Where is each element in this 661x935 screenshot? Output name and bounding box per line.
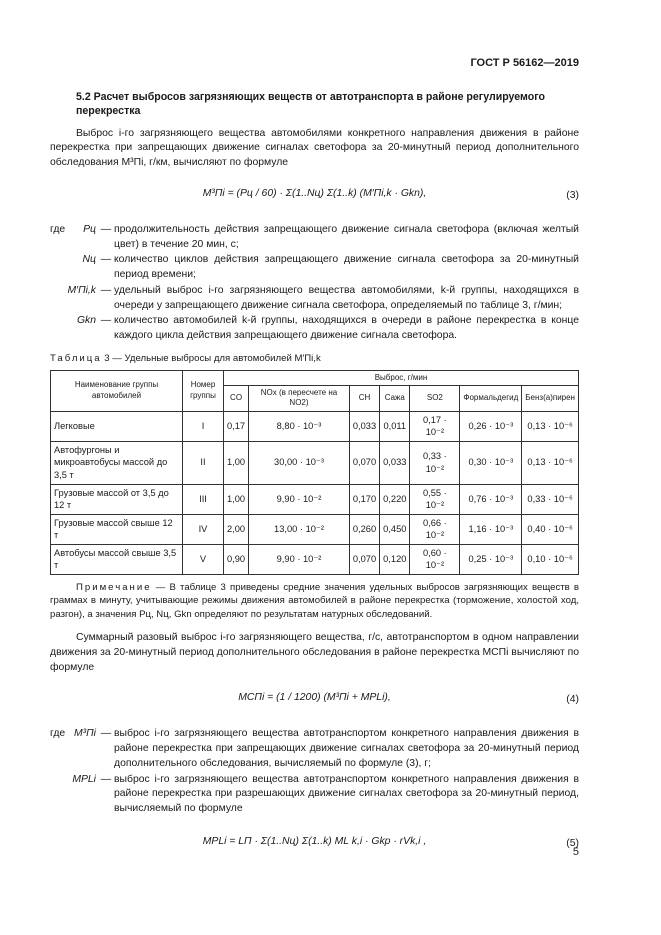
formula-4-number: (4)	[566, 694, 579, 706]
table-caption-rest: 3 — Удельные выбросы для автомобилей M′Пi,k	[104, 353, 321, 365]
cell-value: 0,76 · 10⁻³	[460, 484, 522, 514]
cell-group: IV	[183, 514, 224, 544]
cell-value: 1,00	[224, 441, 249, 484]
where-text: количество циклов действия запрещающего движение сигнала светофора за 20-минутный период времени;	[114, 254, 579, 281]
col-0: CO	[224, 386, 249, 412]
cell-value: 0,10 · 10⁻⁶	[522, 544, 579, 574]
cell-group: V	[183, 544, 224, 574]
formula-3	[50, 177, 579, 217]
cell-value: 0,33 · 10⁻²	[410, 441, 460, 484]
paragraph-2: Суммарный разовый выброс i-го загрязняющего вещества, г/с, автотранспортом в одном направлении движения за 20-минутный период дополнительного обследования в районе перекрестка MСПi вычисляют по формуле	[50, 632, 580, 673]
where-text: количество автомобилей k-й группы, находящихся в очереди в районе перекрестка в конце каждого цикла действия запрещающего движение сигнала светофора.	[114, 315, 579, 342]
paragraph-1: Выброс i-го загрязняющего вещества автомобилями конкретного направления движения в районе перекрестка при запрещающих движение сигналах светофора за 20-минутный период дополнительного обследования M³Пi, г/км, вычисляют по формуле	[50, 127, 579, 169]
cell-name: Легковые	[51, 411, 183, 441]
cell-value: 0,17 · 10⁻²	[410, 411, 460, 441]
where-symbol: Gkn	[76, 315, 96, 327]
formula-4	[50, 681, 579, 721]
col-4: SO2	[410, 386, 460, 412]
table-row	[51, 484, 579, 514]
cell-value: 0,120	[380, 544, 410, 574]
note-label: Примечание	[76, 581, 152, 593]
table-caption	[50, 352, 579, 366]
cell-value: 13,00 · 10⁻²	[249, 514, 350, 544]
table-note	[50, 581, 579, 621]
cell-value: 1,16 · 10⁻³	[460, 514, 522, 544]
document-id: ГОСТ Р 56162—2019	[470, 57, 579, 69]
cell-value: 9,90 · 10⁻²	[249, 484, 350, 514]
col-6: Бенз(а)пирен	[522, 386, 579, 412]
formula-3-number: (3)	[566, 189, 579, 201]
where-dash: —	[100, 728, 112, 740]
cell-value: 1,00	[224, 484, 249, 514]
where-dash: —	[100, 315, 112, 327]
formula-5	[50, 825, 579, 865]
cell-value: 0,25 · 10⁻³	[460, 544, 522, 574]
cell-name: Автобусы массой свыше 3,5 т	[51, 544, 183, 574]
cell-value: 0,011	[380, 411, 410, 441]
table-row	[51, 544, 579, 574]
cell-group: II	[183, 441, 224, 484]
where-symbol-text: Pц	[83, 223, 96, 235]
formula-5-expression: MРLi = LП · Σ(1..Nц) Σ(1..k) ML k,i · Gkp · rVk,i ,	[202, 835, 427, 847]
where-dash: —	[100, 254, 112, 266]
where-text: удельный выброс i-го загрязняющего вещества автомобилями, k-й группы, находящихся в очереди у запрещающего движение сигнала светофора, определяемый по таблице 3, г/мин;	[114, 284, 579, 311]
col-5: Формальдегид	[460, 386, 522, 412]
cell-value: 0,17	[224, 411, 249, 441]
page-content	[50, 90, 579, 871]
where-list-4	[50, 727, 579, 817]
where-symbol	[50, 727, 98, 771]
cell-name: Автофургоны и микроавтобусы массой до 3,5 т	[51, 441, 183, 484]
where-list-3	[50, 223, 579, 344]
page-number: 5	[572, 846, 579, 858]
cell-value: 0,220	[380, 484, 410, 514]
table-row	[51, 441, 579, 484]
cell-value: 0,60 · 10⁻²	[410, 544, 460, 574]
col-group-number: Номер группы	[183, 370, 224, 411]
table-row	[51, 411, 579, 441]
cell-value: 2,00	[224, 514, 249, 544]
note-text: — В таблице 3 приведены средние значения удельных выбросов загрязняющих веществ в граммах в минуту, учитывающие режимы движения автомобилей в районе перекрестка (торможение, холостой ход, разгон), а значения Pц, Nц, Gkn определяют по результатам натурных обследований.	[50, 581, 579, 620]
cell-value: 0,90	[224, 544, 249, 574]
where-dash: —	[100, 223, 112, 235]
col-group-name: Наименование группы автомобилей	[51, 370, 183, 411]
cell-value: 0,033	[380, 441, 410, 484]
col-emissions: Выброс, г/мин	[224, 370, 579, 385]
col-3: Сажа	[380, 386, 410, 412]
formula-3-expression: M³Пi = (Pц / 60) · Σ(1..Nц) Σ(1..k) (M′Пi,k · Gkn),	[202, 187, 427, 199]
where-text: выброс i-го загрязняющего вещества автотранспортом конкретного направления движения в районе перекрестка при запрещающих движение сигналах светофора за 20-минутный период дополнительного обследования, вычисляемый по формуле (3), г;	[114, 728, 579, 769]
cell-value: 0,070	[349, 441, 379, 484]
cell-value: 0,66 · 10⁻²	[410, 514, 460, 544]
cell-value: 8,80 · 10⁻³	[249, 411, 350, 441]
cell-value: 0,40 · 10⁻⁶	[522, 514, 579, 544]
where-label: где	[50, 728, 66, 740]
cell-value: 0,55 · 10⁻²	[410, 484, 460, 514]
cell-value: 0,450	[380, 514, 410, 544]
section-title: 5.2 Расчет выбросов загрязняющих веществ от автотранспорта в районе регулируемого перекрестка	[76, 91, 545, 118]
where-text: выброс i-го загрязняющего вещества автотранспортом конкретного направления движения в районе перекрестка при разрешающих движение сигналах светофора за 20-минутный период, вычисляемый по формуле	[114, 773, 579, 815]
where-label: где	[50, 223, 66, 235]
where-text: продолжительность действия запрещающего движение сигнала светофора (включая желтый цвет) в течение 20 мин, с;	[114, 223, 579, 250]
formula-5-number: (5)	[566, 837, 579, 849]
cell-name: Грузовые массой свыше 12 т	[51, 514, 183, 544]
cell-name: Грузовые массой от 3,5 до 12 т	[51, 484, 183, 514]
where-symbol	[50, 223, 98, 253]
cell-value: 0,13 · 10⁻⁶	[522, 411, 579, 441]
cell-value: 0,13 · 10⁻⁶	[522, 441, 579, 484]
cell-value: 0,070	[349, 544, 379, 574]
col-2: CH	[349, 386, 379, 412]
table-row	[51, 514, 579, 544]
emissions-table	[50, 370, 579, 575]
cell-group: I	[183, 411, 224, 441]
where-dash: —	[100, 773, 112, 785]
where-symbol: MРLi	[72, 773, 96, 785]
where-symbol-text: M³Пi	[74, 728, 96, 740]
where-symbol: Nц	[82, 254, 96, 266]
cell-value: 0,170	[349, 484, 379, 514]
cell-value: 9,90 · 10⁻²	[249, 544, 350, 574]
formula-4-expression: MСПi = (1 / 1200) (M³Пi + MРLi),	[238, 692, 391, 704]
cell-value: 0,033	[349, 411, 379, 441]
cell-value: 0,26 · 10⁻³	[460, 411, 522, 441]
cell-value: 0,30 · 10⁻³	[460, 441, 522, 484]
cell-group: III	[183, 484, 224, 514]
where-symbol: M′Пi,k	[67, 284, 96, 296]
where-dash: —	[100, 284, 112, 296]
col-1: NOx (в пересчете на NO2)	[249, 386, 350, 412]
cell-value: 0,260	[349, 514, 379, 544]
cell-value: 30,00 · 10⁻³	[249, 441, 350, 484]
table-caption-prefix: Таблица	[50, 353, 102, 365]
cell-value: 0,33 · 10⁻⁶	[522, 484, 579, 514]
